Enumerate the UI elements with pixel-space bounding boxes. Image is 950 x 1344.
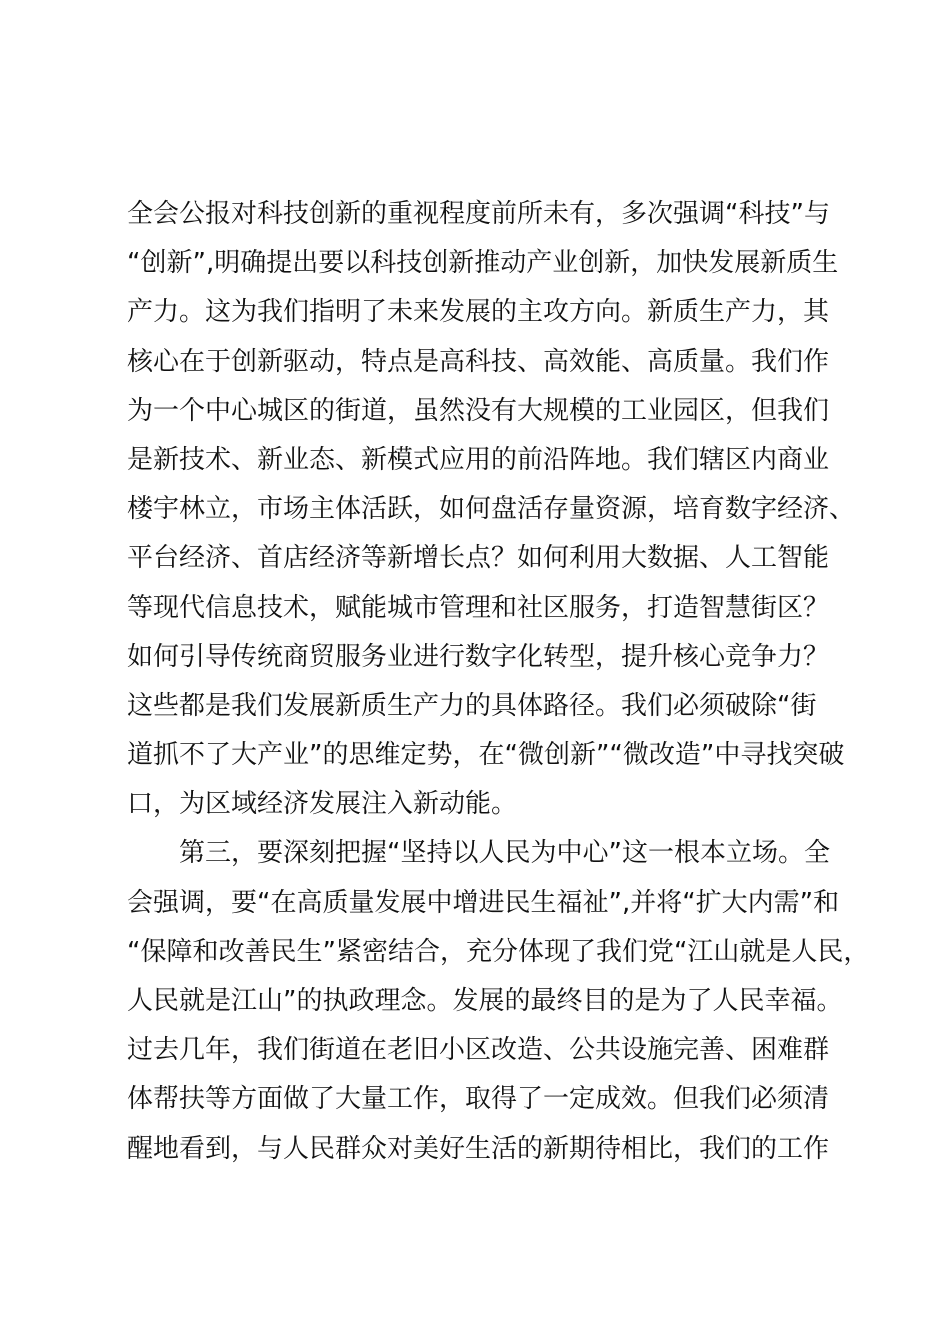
text-line: 这些都是我们发展新质生产力的具体路径。我们必须破除“街 bbox=[127, 690, 817, 721]
text-line: 产力。这为我们指明了未来发展的主攻方向。新质生产力，其 bbox=[127, 297, 830, 328]
text-line: “保障和改善民生”紧密结合，充分体现了我们党“江山就是人民， bbox=[127, 936, 870, 967]
text-line: 全会公报对科技创新的重视程度前所未有，多次强调“科技”与 bbox=[127, 199, 830, 229]
text-line: 醒地看到，与人民群众对美好生活的新期待相比，我们的工作 bbox=[127, 1133, 830, 1164]
text-line: 是新技术、新业态、新模式应用的前沿阵地。我们辖区内商业 bbox=[127, 444, 830, 475]
body-text bbox=[127, 190, 870, 1174]
text-line: 体帮扶等方面做了大量工作，取得了一定成效。但我们必须清 bbox=[127, 1084, 830, 1115]
text-line: 如何引导传统商贸服务业进行数字化转型，提升核心竞争力？ bbox=[127, 641, 830, 672]
text-line: 楼宇林立，市场主体活跃，如何盘活存量资源，培育数字经济、 bbox=[127, 494, 856, 525]
text-line: 道抓不了大产业”的思维定势，在“微创新”“微改造”中寻找突破 bbox=[127, 740, 845, 771]
text-line: 人民就是江山”的执政理念。发展的最终目的是为了人民幸福。 bbox=[127, 986, 843, 1016]
text-line: 过去几年，我们街道在老旧小区改造、公共设施完善、困难群 bbox=[127, 1035, 830, 1066]
text-line: 口，为区域经济发展注入新动能。 bbox=[127, 789, 518, 820]
text-line: 会强调，要“在高质量发展中增进民生福祉”,并将“扩大内需”和 bbox=[127, 887, 840, 918]
text-line: 等现代信息技术，赋能城市管理和社区服务，打造智慧街区？ bbox=[127, 592, 830, 623]
paragraph-start-line: 第三，要深刻把握“坚持以人民为中心”这一根本立场。全 bbox=[179, 838, 830, 869]
text-line: 平台经济、首店经济等新增长点？如何利用大数据、人工智能 bbox=[127, 543, 830, 574]
text-line: 核心在于创新驱动，特点是高科技、高效能、高质量。我们作 bbox=[127, 346, 830, 377]
text-line: 为一个中心城区的街道，虽然没有大规模的工业园区，但我们 bbox=[127, 395, 830, 426]
text-line: “创新”,明确提出要以科技创新推动产业创新，加快发展新质生 bbox=[127, 248, 839, 279]
